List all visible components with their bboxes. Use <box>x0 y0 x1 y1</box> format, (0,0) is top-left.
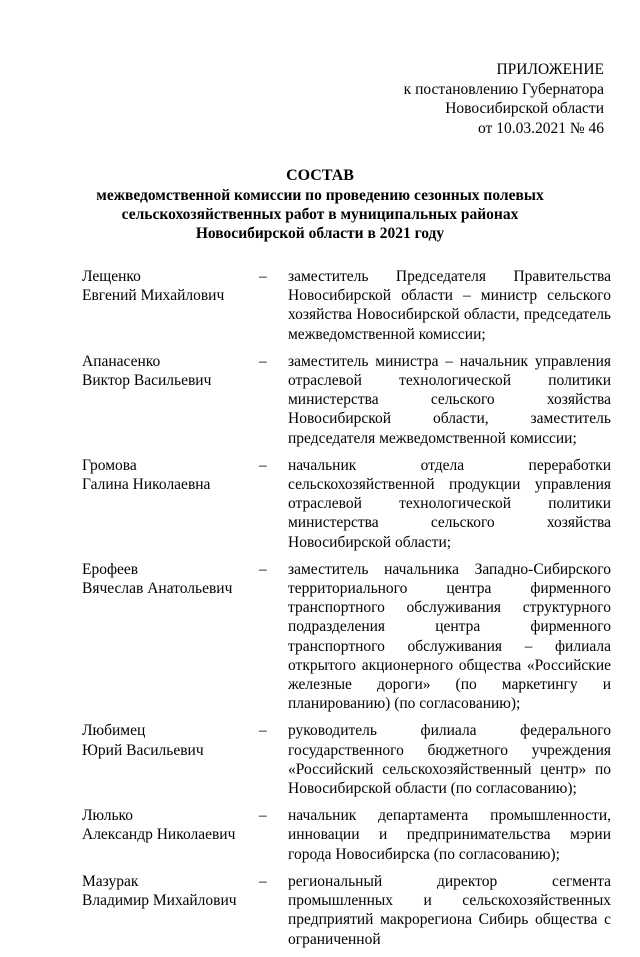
member-given-name: Галина Николаевна <box>82 476 211 494</box>
member-name <box>82 872 259 949</box>
appendix-header <box>404 60 604 138</box>
appendix-label: ПРИЛОЖЕНИЕ <box>496 61 604 78</box>
commission-members-list <box>82 267 612 957</box>
member-dash: – <box>259 456 267 474</box>
title-line-2: сельскохозяйственных работ в муниципальных районах <box>121 206 519 223</box>
member-surname: Люлько <box>82 807 134 825</box>
member-name <box>82 267 259 344</box>
document-title <box>40 166 600 243</box>
member-name <box>82 352 259 448</box>
member-given-name: Вячеслав Анатольевич <box>82 580 233 598</box>
member-name <box>82 721 259 798</box>
member-entry <box>82 456 612 552</box>
member-name <box>82 560 259 714</box>
appendix-date-number: от 10.03.2021 № 46 <box>478 119 604 137</box>
member-entry <box>82 806 612 864</box>
member-position: начальник отдела переработки сельскохозяйственной продукции управления отраслевой технологической политики министерства сельского хозяйства Новосибирской области; <box>288 456 611 551</box>
member-surname: Мазурак <box>82 872 139 890</box>
member-given-name: Владимир Михайлович <box>82 892 237 910</box>
member-position: руководитель филиала федерального государственного бюджетного учреждения «Российский сельскохозяйственный центр» по Новосибирской области (по согласованию); <box>288 722 611 798</box>
member-given-name: Евгений Михайлович <box>82 287 225 305</box>
member-entry <box>82 560 612 714</box>
member-dash: – <box>259 872 267 890</box>
appendix-region: Новосибирской области <box>445 100 604 117</box>
title-line-1: межведомственной комиссии по проведению сезонных полевых <box>96 187 544 204</box>
member-dash: – <box>259 722 267 740</box>
member-position: региональный директор сегмента промышленных и сельскохозяйственных предприятий макрорегиона Сибирь общества с ограниченной <box>288 872 611 948</box>
member-dash: – <box>259 807 267 825</box>
member-position: заместитель министра – начальник управления отраслевой технологической политики министерства сельского хозяйства Новосибирской области, заместитель председателя межведомственной комиссии; <box>288 352 611 447</box>
appendix-decree-ref: к постановлению Губернатора <box>403 80 604 98</box>
member-name <box>82 456 259 552</box>
member-surname: Любимец <box>82 722 146 740</box>
member-entry <box>82 267 612 344</box>
member-surname: Апанасенко <box>82 352 161 370</box>
member-position: заместитель Председателя Правительства Новосибирской области – министр сельского хозяйства Новосибирской области, председатель межведомственной комиссии; <box>288 268 611 343</box>
title-line-3: Новосибирской области в 2021 году <box>195 225 445 242</box>
member-dash: – <box>259 352 267 370</box>
member-position: начальник департамента промышленности, инновации и предпринимательства мэрии города Новосибирска (по согласованию); <box>288 807 611 863</box>
member-entry <box>82 872 612 949</box>
title-main: СОСТАВ <box>286 167 354 184</box>
member-entry <box>82 352 612 448</box>
member-given-name: Юрий Васильевич <box>82 741 204 759</box>
member-surname: Лещенко <box>82 268 141 285</box>
member-given-name: Виктор Васильевич <box>82 372 212 390</box>
member-dash: – <box>259 268 267 285</box>
member-name <box>82 806 259 864</box>
member-given-name: Александр Николаевич <box>82 826 236 844</box>
member-position: заместитель начальника Западно-Сибирского территориального центра фирменного транспортного обслуживания структурного подразделения центра фирменного транспортного обслуживания – филиала открытого акционерного общества «Российские железные дороги» (по маркетингу и планированию) (по согласованию); <box>288 560 611 713</box>
member-dash: – <box>259 560 267 578</box>
member-entry <box>82 721 612 798</box>
member-surname: Ерофеев <box>82 560 139 578</box>
member-surname: Громова <box>82 456 137 474</box>
